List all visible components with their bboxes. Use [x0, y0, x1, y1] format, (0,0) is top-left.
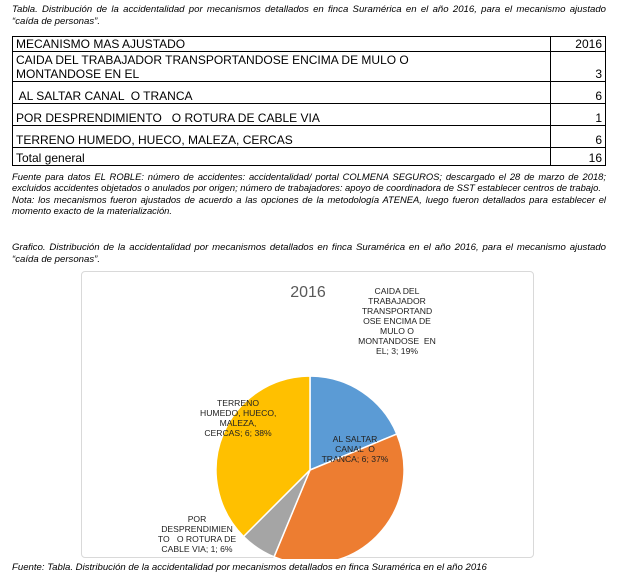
- table-row: [13, 82, 606, 104]
- pie-label: [200, 398, 276, 438]
- pie-label-line: CAIDA DEL: [374, 286, 420, 296]
- table-total-row: [13, 148, 606, 166]
- header-label: MECANISMO MAS AJUSTADO: [13, 37, 551, 52]
- pie-label-line: MULO O: [380, 326, 414, 336]
- pie-label-line: MONTANDOSE EN: [358, 336, 436, 346]
- row-value: 6: [551, 126, 606, 148]
- footer-source: Fuente: Tabla. Distribución de la accidentalidad por mecanismos detallados en finca Suramérica en el año 2016: [12, 562, 487, 573]
- pie-label-line: TRABAJADOR: [368, 296, 426, 306]
- pie-label: [354, 286, 440, 356]
- method-note: Nota: los mecanismos fueron ajustados de acuerdo a las opciones de la metodología ATENEA, luego fueron detallados para establecer el momento exacto de la materialización.: [12, 193, 606, 217]
- table-row: [13, 52, 606, 82]
- table-caption: Tabla. Distribución de la accidentalidad por mecanismos detallados en finca Suramérica en el año 2016, para el mecanismo ajustado “caída de personas”.: [12, 4, 606, 27]
- chart-title: 2016: [290, 284, 326, 301]
- accident-table: [12, 36, 606, 166]
- row-label: POR DESPRENDIMIENTO O ROTURA DE CABLE VIA: [13, 104, 551, 126]
- pie-label-line: EL; 3; 19%: [375, 346, 419, 356]
- pie-label-line: MALEZA,: [219, 418, 257, 428]
- pie-label-line: TRANCA; 6; 37%: [321, 454, 389, 464]
- pie-chart: [82, 272, 535, 559]
- pie-label-line: OSE ENCIMA DE: [363, 316, 431, 326]
- table-header-row: [13, 37, 606, 52]
- pie-label-line: CANAL O: [335, 444, 375, 454]
- row-value: 1: [551, 104, 606, 126]
- total-value: 16: [551, 148, 606, 166]
- row-value: 6: [551, 82, 606, 104]
- pie-label-line: TO O ROTURA DE: [157, 534, 237, 544]
- row-value: 3: [551, 52, 606, 82]
- source-note: Fuente para datos EL ROBLE: número de accidentes: accidentalidad/ portal COLMENA SEGUROS; descargado el 28 de marzo de 2018; excluidos accidentes objetados o anulados por origen; número de trabajadores: apoyo de coordinadora de SST establecer centros de trabajo.: [12, 171, 606, 194]
- row-label: TERRENO HUMEDO, HUECO, MALEZA, CERCAS: [13, 126, 551, 148]
- pie-label-line: DESPRENDIMIEN: [161, 524, 233, 534]
- row-label: AL SALTAR CANAL O TRANCA: [13, 82, 551, 104]
- pie-label-line: POR: [187, 514, 207, 524]
- table-row: [13, 104, 606, 126]
- header-year: 2016: [551, 37, 606, 52]
- pie-label: [152, 514, 242, 554]
- chart-caption: Grafico. Distribución de la accidentalidad por mecanismos detallados en finca Suramérica en el año 2016, para el mecanismo ajustado “caída de personas”.: [12, 242, 606, 265]
- table-row: [13, 126, 606, 148]
- pie-chart-container: [81, 271, 534, 558]
- pie-label: [318, 434, 392, 464]
- total-label: Total general: [13, 148, 551, 166]
- pie-label-line: CABLE VIA; 1; 6%: [161, 544, 233, 554]
- row-label: CAIDA DEL TRABAJADOR TRANSPORTANDOSE ENCIMA DE MULO O MONTANDOSE EN EL: [13, 52, 551, 82]
- pie-label-line: TERRENO: [216, 398, 260, 408]
- table-notes: [12, 171, 606, 217]
- pie-label-line: AL SALTAR: [332, 434, 378, 444]
- pie-label-line: HUMEDO, HUECO,: [200, 408, 277, 418]
- pie-label-line: CERCAS; 6; 38%: [204, 428, 272, 438]
- pie-label-line: TRANSPORTAND: [361, 306, 433, 316]
